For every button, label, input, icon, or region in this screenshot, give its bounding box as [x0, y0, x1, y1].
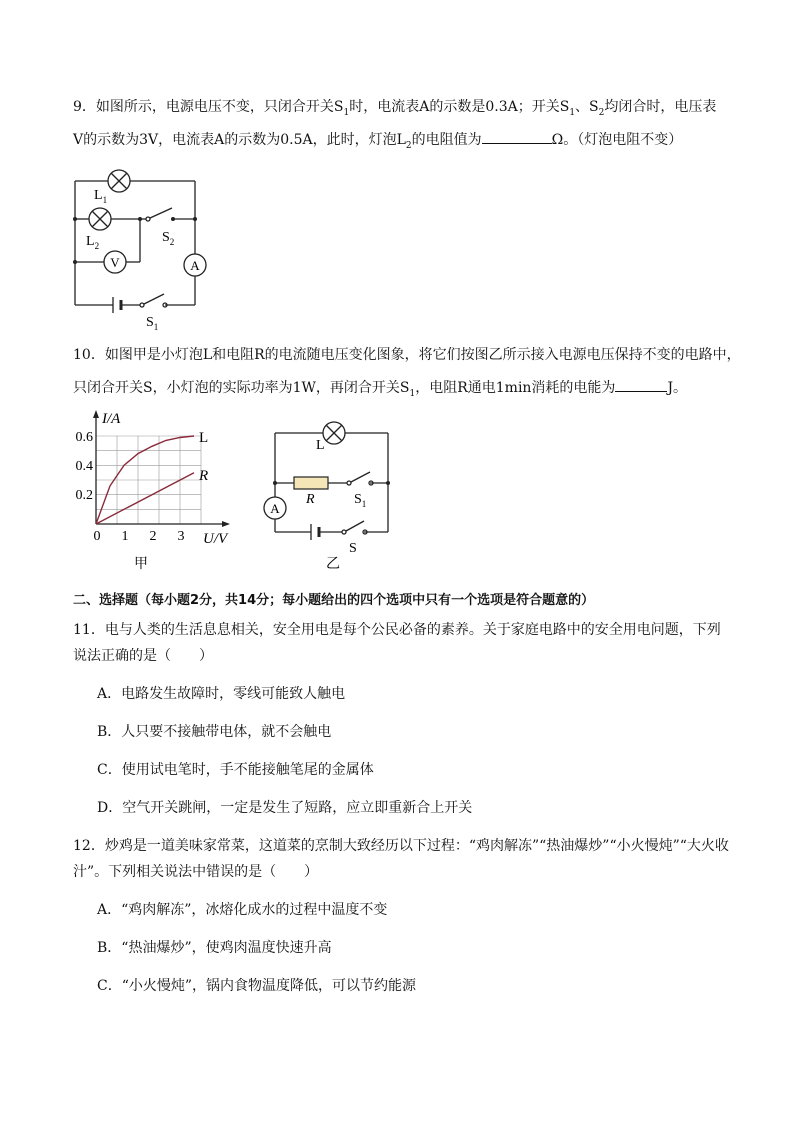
switch-s2-icon [146, 208, 175, 221]
graph-grid [96, 436, 201, 524]
y-axis-arrow-icon [93, 410, 99, 418]
lamp-l-icon [323, 422, 345, 444]
label-s2: $S_2$ [162, 230, 175, 247]
q12-option-c[interactable]: C．“小火慢炖”，锅内食物温度降低，可以节约能源 [97, 978, 417, 994]
graph-caption: 甲 [134, 557, 148, 572]
q10-text: ，电阻R通电1min消耗的电能为 [415, 380, 616, 396]
q11-line-1: 11．电与人类的生活息息相关，安全用电是每个公民必备的素养。关于家庭电路中的安全用电问题，下列 [73, 622, 721, 638]
switch-s-icon [342, 521, 367, 534]
q9-line-1 [73, 97, 716, 123]
q10-text: J。 [667, 380, 688, 396]
section-heading: 二、选择题（每小题2分，共14分；每小题给出的四个选项中只有一个选项是符合题意的） [73, 593, 595, 608]
series-r-line [96, 473, 194, 524]
q9-text: 9．如图所示，电源电压不变，只闭合开关S [73, 99, 344, 115]
label-l2: $L_2$ [86, 234, 100, 251]
q9-text: Ω。（灯泡电阻不变） [551, 132, 683, 148]
q12-line-2: 汁”。下列相关说法中错误的是（ ） [73, 864, 319, 880]
x-tick-label: 1 [121, 529, 129, 544]
ammeter-label: A [270, 501, 280, 516]
q9-text: V的示数为3V，电流表A的示数为0.5A，此时，灯泡L [73, 132, 406, 148]
battery-icon [311, 524, 319, 540]
y-tick-label: 0.4 [75, 459, 93, 474]
subscript: 2 [598, 107, 605, 118]
label-l: L [316, 438, 325, 453]
series-l-label: L [199, 430, 209, 446]
q10-text: 只闭合开关S，小灯泡的实际功率为1W，再闭合开关S [73, 380, 410, 396]
q10-line-2 [73, 377, 687, 404]
q9-text: 时，电流表A的示数是0.3A；开关S [349, 99, 570, 115]
label-r: R [306, 492, 315, 507]
x-axis-arrow-icon [222, 521, 230, 527]
q11-line-2: 说法正确的是（ ） [73, 648, 213, 664]
circuit-wires [275, 433, 388, 532]
q10-circuit-yi [258, 420, 398, 575]
q9-text: 均闭合时，电压表 [604, 99, 717, 115]
voltmeter-label: V [110, 255, 120, 270]
q12-option-b[interactable]: B．“热油爆炒”，使鸡肉温度快速升高 [97, 940, 332, 956]
x-tick-label: 3 [177, 529, 185, 544]
y-tick-label: 0.6 [75, 430, 93, 445]
q9-text: 的电阻值为 [411, 132, 482, 148]
answer-blank[interactable] [615, 377, 667, 392]
lamp-l2-icon [89, 208, 111, 230]
ammeter-icon [184, 254, 206, 276]
label-s1: $S_1$ [354, 492, 367, 509]
q11-option-d[interactable]: D．空气开关跳闸，一定是发生了短路，应立即重新合上开关 [97, 800, 473, 816]
series-r-label: R [199, 468, 209, 484]
y-axis-label: I/A [102, 411, 121, 427]
q9-circuit-diagram [60, 165, 230, 330]
q12-line-1: 12．炒鸡是一道美味家常菜，这道菜的烹制大致经历以下过程：“鸡肉解冻”“热油爆炒”“小火慢炖”“大火收 [73, 838, 729, 854]
q10-graph-jia [70, 405, 240, 575]
q11-option-a[interactable]: A．电路发生故障时，零线可能致人触电 [97, 686, 346, 702]
battery-icon [113, 297, 121, 313]
q10-text: 10．如图甲是小灯泡L和电阻R的电流随电压变化图象，将它们按图乙所示接入电源电压保持不变的电路中， [73, 347, 741, 363]
resistor-r-icon [294, 477, 328, 489]
q11-option-c[interactable]: C．使用试电笔时，手不能接触笔尾的金属体 [97, 762, 374, 778]
ammeter-icon [264, 497, 286, 519]
subscript: 1 [343, 107, 350, 118]
switch-s1-icon [347, 472, 373, 485]
ammeter-label: A [190, 258, 200, 273]
x-axis-label: U/V [203, 531, 228, 547]
subscript: 1 [569, 107, 576, 118]
y-tick-label: 0.2 [75, 488, 93, 503]
label-s: S [349, 541, 357, 556]
x-tick-label: 2 [149, 529, 157, 544]
lamp-l1-icon [108, 170, 130, 192]
q10-line-1 [73, 345, 741, 365]
subscript: 2 [405, 140, 412, 151]
q11-option-b[interactable]: B．人只要不接触带电体，就不会触电 [97, 724, 332, 740]
subscript: 1 [409, 388, 416, 399]
label-s1: $S_1$ [146, 315, 159, 332]
q9-line-2 [73, 129, 682, 156]
voltmeter-icon [104, 251, 126, 273]
switch-s1-icon [140, 294, 167, 307]
circuit-caption: 乙 [326, 557, 340, 572]
q12-option-a[interactable]: A．“鸡肉解冻”，冰熔化成水的过程中温度不变 [97, 902, 388, 918]
answer-blank[interactable] [482, 129, 552, 144]
label-l1: $L_1$ [94, 188, 108, 205]
x-tick-label: 0 [93, 529, 101, 544]
q9-text: 、S [575, 99, 599, 115]
